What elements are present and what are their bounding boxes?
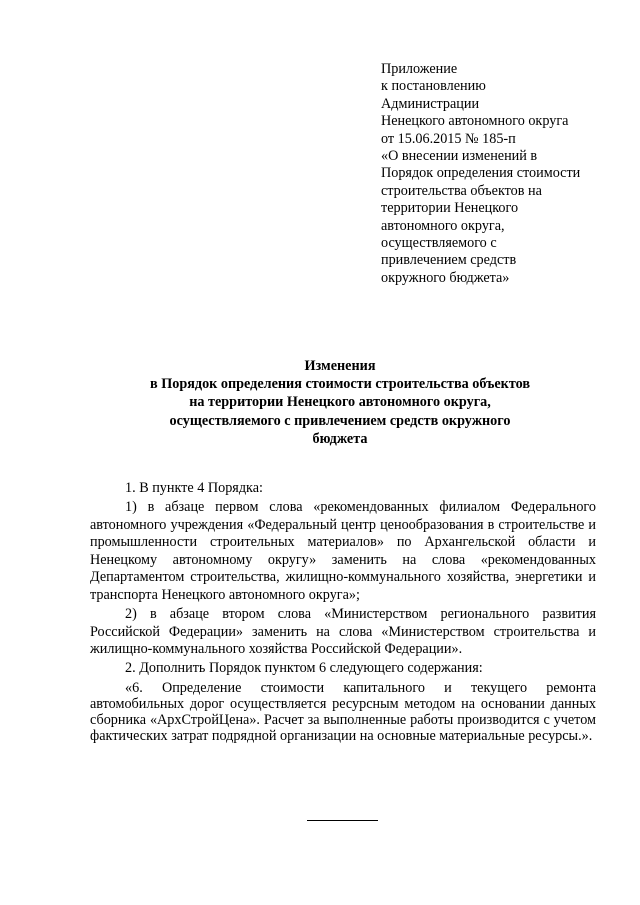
annex-line: осуществляемого с xyxy=(381,235,497,252)
paragraph-subitem-2: 2) в абзаце втором слова «Министерством регионального развития Российской Федерации» заменить на слова «Министерством строительства и жилищно-коммунального хозяйства Российской Федерации». xyxy=(90,606,596,658)
title-line: на территории Ненецкого автономного округа, xyxy=(189,394,491,411)
annex-line: строительства объектов на xyxy=(381,182,542,199)
paragraph-item-2: 2. Дополнить Порядок пунктом 6 следующего содержания: xyxy=(125,660,483,677)
paragraph-subitem-1: 1) в абзаце первом слова «рекомендованных филиалом Федерального автономного учреждения «Федеральный центр ценообразования в строительстве и промышленности строительных материалов» по Архангельской области и Ненецкому автономному округу» заменить на слова «рекомендованных Департаментом строительства, жилищно-коммунального хозяйства, энергетики и транспорта Ненецкого автономного округа»; xyxy=(90,499,596,604)
annex-line: от 15.06.2015 № 185-п xyxy=(381,130,516,147)
annex-line: территории Ненецкого xyxy=(381,200,519,217)
annex-line: автономного округа, xyxy=(381,217,505,234)
annex-line: Администрации xyxy=(381,95,480,112)
paragraph-quote-6: «6. Определение стоимости капитального и текущего ремонта автомобильных дорог осуществляется ресурсным методом на основании данных сборника «АрхСтройЦена». Расчет за выполненные работы производится с учетом фактических затрат подрядной организации на основные материальные ресурсы.». xyxy=(90,679,596,745)
document-title xyxy=(90,357,590,448)
title-line: Изменения xyxy=(304,358,376,374)
annex-line: Порядок определения стоимости xyxy=(381,165,581,182)
document-body xyxy=(90,480,596,744)
annex-line: окружного бюджета» xyxy=(381,269,510,286)
annex-line: привлечением средств xyxy=(381,252,517,269)
title-line: осуществляемого с привлечением средств окружного xyxy=(169,412,511,429)
annex-line: Ненецкого автономного округа xyxy=(381,113,569,130)
annex-line: к постановлению xyxy=(381,78,486,95)
title-line: в Порядок определения стоимости строительства объектов xyxy=(149,376,531,393)
annex-block xyxy=(381,61,621,287)
closing-divider xyxy=(307,820,378,821)
annex-line: Приложение xyxy=(381,61,458,77)
paragraph-item-1: 1. В пункте 4 Порядка: xyxy=(125,480,263,496)
title-line: бюджета xyxy=(312,430,368,447)
annex-line: «О внесении изменений в xyxy=(381,148,538,165)
